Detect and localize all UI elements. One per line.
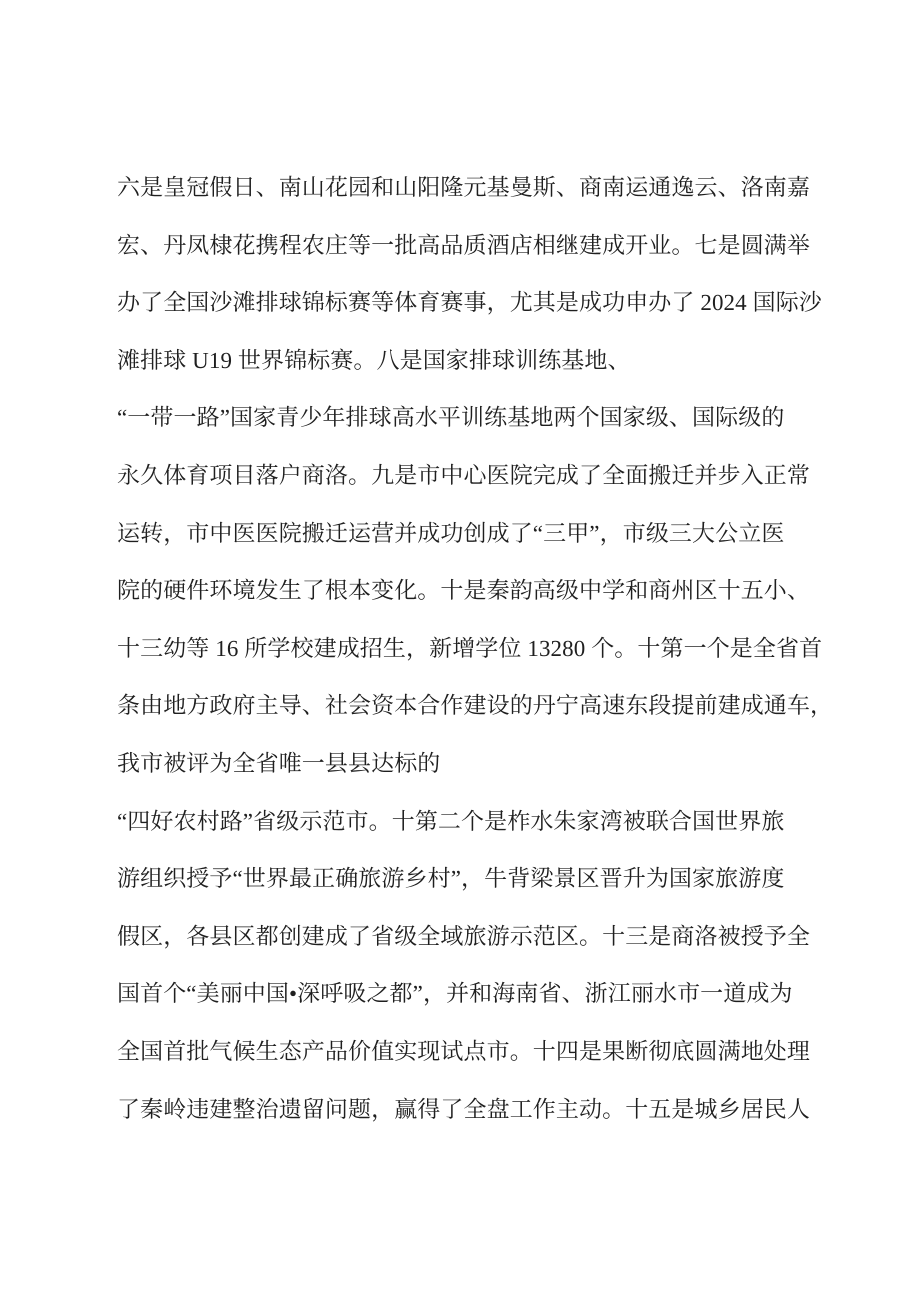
text-line: 十三幼等 16 所学校建成招生，新增学位 13280 个。十第一个是全省首 <box>117 635 823 661</box>
text-line: 我市被评为全省唯一县县达标的 <box>117 750 441 776</box>
text-line: 了秦岭违建整治遗留问题，赢得了全盘工作主动。十五是城乡居民人 <box>117 1096 810 1122</box>
text-line: 六是皇冠假日、南山花园和山阳隆元基曼斯、商南运通逸云、洛南嘉 <box>117 175 810 200</box>
text-line: 条由地方政府主导、社会资本合作建设的丹宁高速东段提前建成通车， <box>117 693 834 719</box>
text-line: 院的硬件环境发生了根本变化。十是秦韵高级中学和商州区十五小、 <box>117 578 810 604</box>
text-line: 滩排球 U19 世界锦标赛。八是国家排球训练基地、 <box>117 347 631 373</box>
text-line: 办了全国沙滩排球锦标赛等体育赛事，尤其是成功申办了 2024 国际沙 <box>117 290 822 316</box>
text-line: “一带一路”国家青少年排球高水平训练基地两个国家级、国际级的 <box>117 405 785 431</box>
text-line: 假区，各县区都创建成了省级全域旅游示范区。十三是商洛被授予全 <box>117 923 810 949</box>
text-line: 游组织授予“世界最正确旅游乡村”，牛背梁景区晋升为国家旅游度 <box>117 866 785 892</box>
text-line: 国首个“美丽中国•深呼吸之都”，并和海南省、浙江丽水市一道成为 <box>117 981 793 1007</box>
text-line: 全国首批气候生态产品价值实现试点市。十四是果断彻底圆满地处理 <box>117 1038 810 1064</box>
document-body-text <box>117 174 877 1153</box>
text-line: “四好农村路”省级示范市。十第二个是柞水朱家湾被联合国世界旅 <box>117 808 785 834</box>
text-line: 运转，市中医医院搬迁运营并成功创成了“三甲”，市级三大公立医 <box>117 520 785 546</box>
text-line: 宏、丹凤棣花携程农庄等一批高品质酒店相继建成开业。七是圆满举 <box>117 232 810 258</box>
text-line: 永久体育项目落户商洛。九是市中心医院完成了全面搬迁并步入正常 <box>117 462 810 488</box>
